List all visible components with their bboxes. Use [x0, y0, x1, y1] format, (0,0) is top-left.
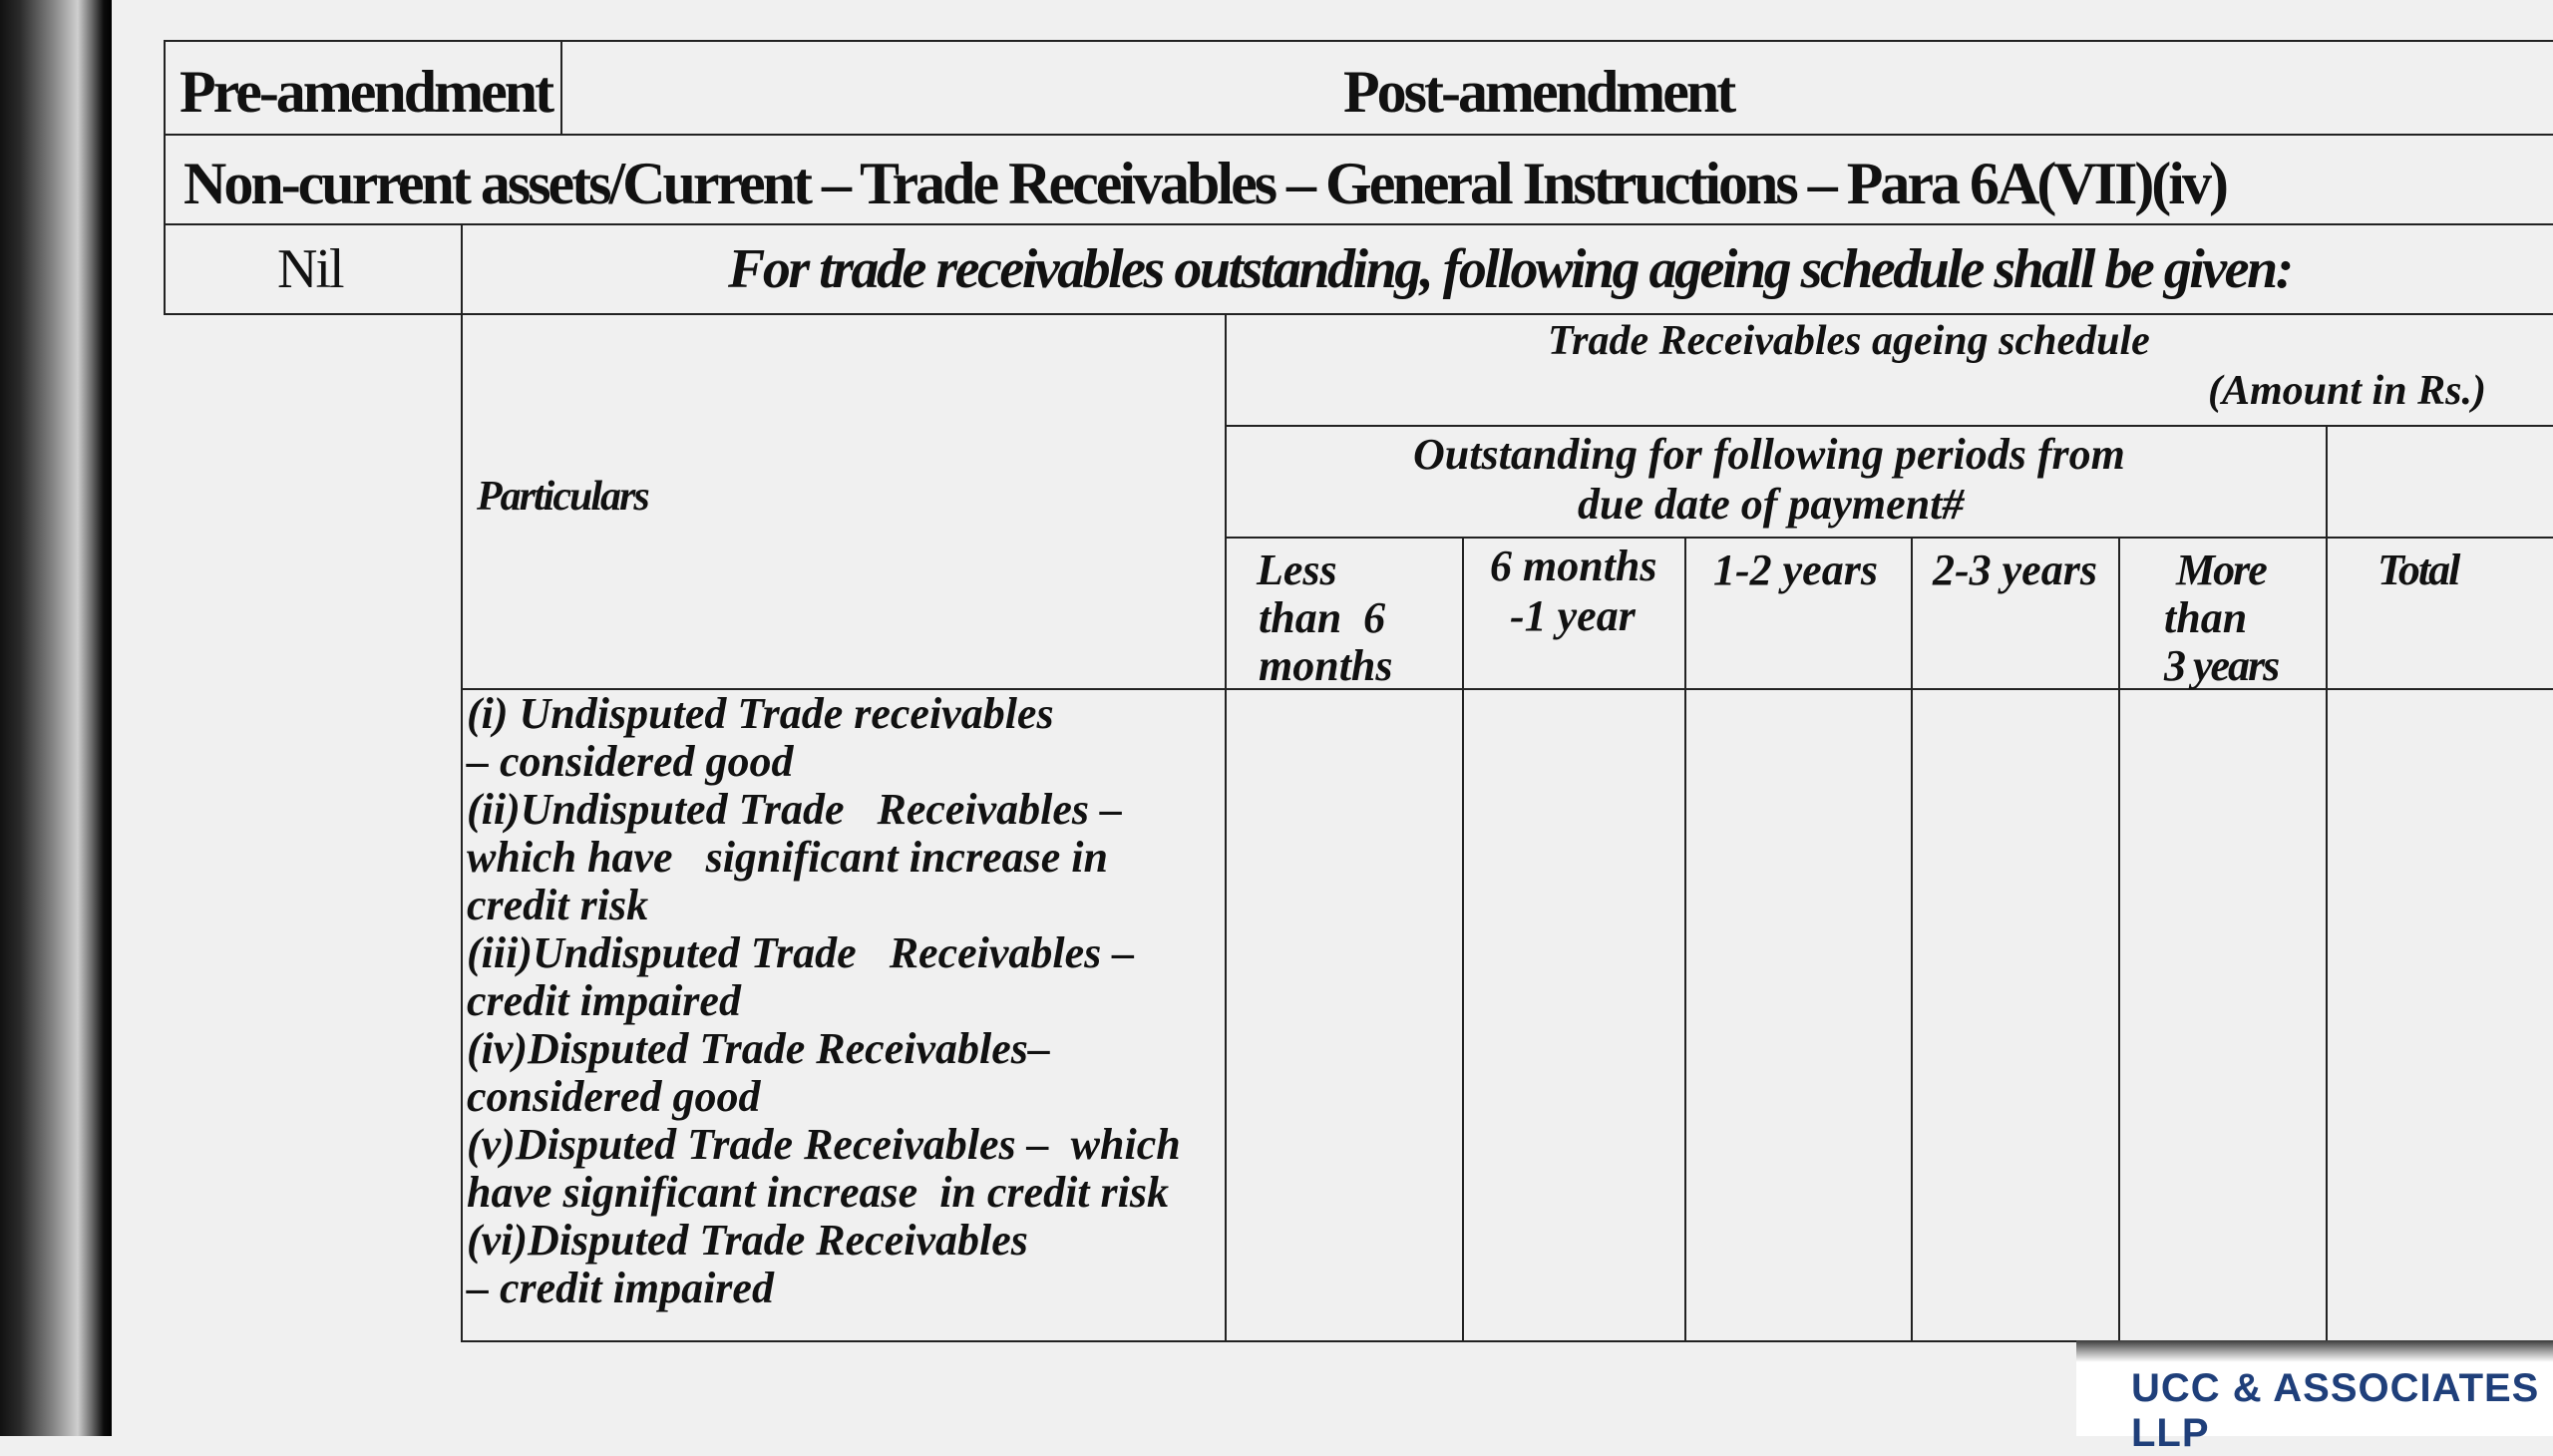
particulars-divider [1225, 313, 1227, 1342]
particulars-line: (iv)Disputed Trade Receivables– [467, 1024, 1050, 1073]
col-header-1-2-years: 1-2 years [1713, 546, 1878, 594]
particulars-list [467, 690, 1181, 1312]
particulars-line: (iii)Undisputed Trade Receivables – [467, 928, 1135, 977]
pre-amendment-label: Pre-amendment [180, 59, 552, 125]
col-divider-4 [2118, 537, 2120, 1342]
col-header-more-than-3-years-l3: 3 years [2164, 641, 2279, 690]
particulars-line: which have significant increase in [467, 833, 1108, 882]
particulars-label: Particulars [477, 474, 648, 520]
section-title: Non-current assets/Current – Trade Receivables – General Instructions – Para 6A(VII)(iv) [183, 151, 2226, 216]
particulars-line: credit impaired [467, 976, 741, 1025]
amount-note: (Amount in Rs.) [2208, 368, 2486, 414]
outstanding-divider [1225, 537, 2553, 539]
particulars-line: considered good [467, 1072, 761, 1121]
left-decorative-bar [0, 0, 112, 1436]
col-divider-3 [1911, 537, 1913, 1342]
brand-logo-text: UCC & ASSOCIATES LLP [2131, 1366, 2540, 1455]
col-header-less-than-6-months-l1: Less [1257, 546, 1337, 594]
col-divider-2 [1684, 537, 1686, 1342]
col-header-total: Total [2377, 546, 2459, 594]
col-header-6-months-1-year-l1: 6 months [1490, 542, 1657, 590]
intro-text: For trade receivables outstanding, following ageing schedule shall be given: [728, 238, 2292, 300]
particulars-line: – credit impaired [467, 1264, 774, 1312]
pre-value: Nil [277, 238, 343, 300]
schedule-title-divider [1225, 425, 2553, 427]
outstanding-header-line2: due date of payment# [1578, 480, 1965, 529]
col-header-more-than-3-years-l1: More [2176, 546, 2266, 594]
particulars-line: – considered good [467, 737, 794, 786]
particulars-line: have significant increase in credit risk [467, 1168, 1169, 1217]
slide [112, 0, 2553, 1455]
particulars-line: (ii)Undisputed Trade Receivables – [467, 785, 1123, 834]
post-amendment-label: Post-amendment [1343, 59, 1734, 125]
particulars-line: (v)Disputed Trade Receivables – which [467, 1120, 1181, 1169]
col-header-2-3-years: 2-3 years [1933, 546, 2097, 594]
particulars-line: credit risk [467, 881, 649, 929]
col-header-more-than-3-years-l2: than [2164, 593, 2248, 642]
outstanding-header-line1: Outstanding for following periods from [1413, 430, 2125, 479]
col-header-less-than-6-months-l3: months [1259, 641, 1393, 690]
col-divider-1 [1462, 537, 1464, 1342]
total-divider [2326, 425, 2328, 1342]
schedule-title: Trade Receivables ageing schedule [1548, 318, 2150, 364]
particulars-line: (i) Undisputed Trade receivables [467, 689, 1054, 738]
particulars-line: (vi)Disputed Trade Receivables [467, 1216, 1028, 1265]
col-header-less-than-6-months-l2: than 6 [1259, 593, 1386, 642]
col-header-6-months-1-year-l2: -1 year [1510, 591, 1636, 640]
